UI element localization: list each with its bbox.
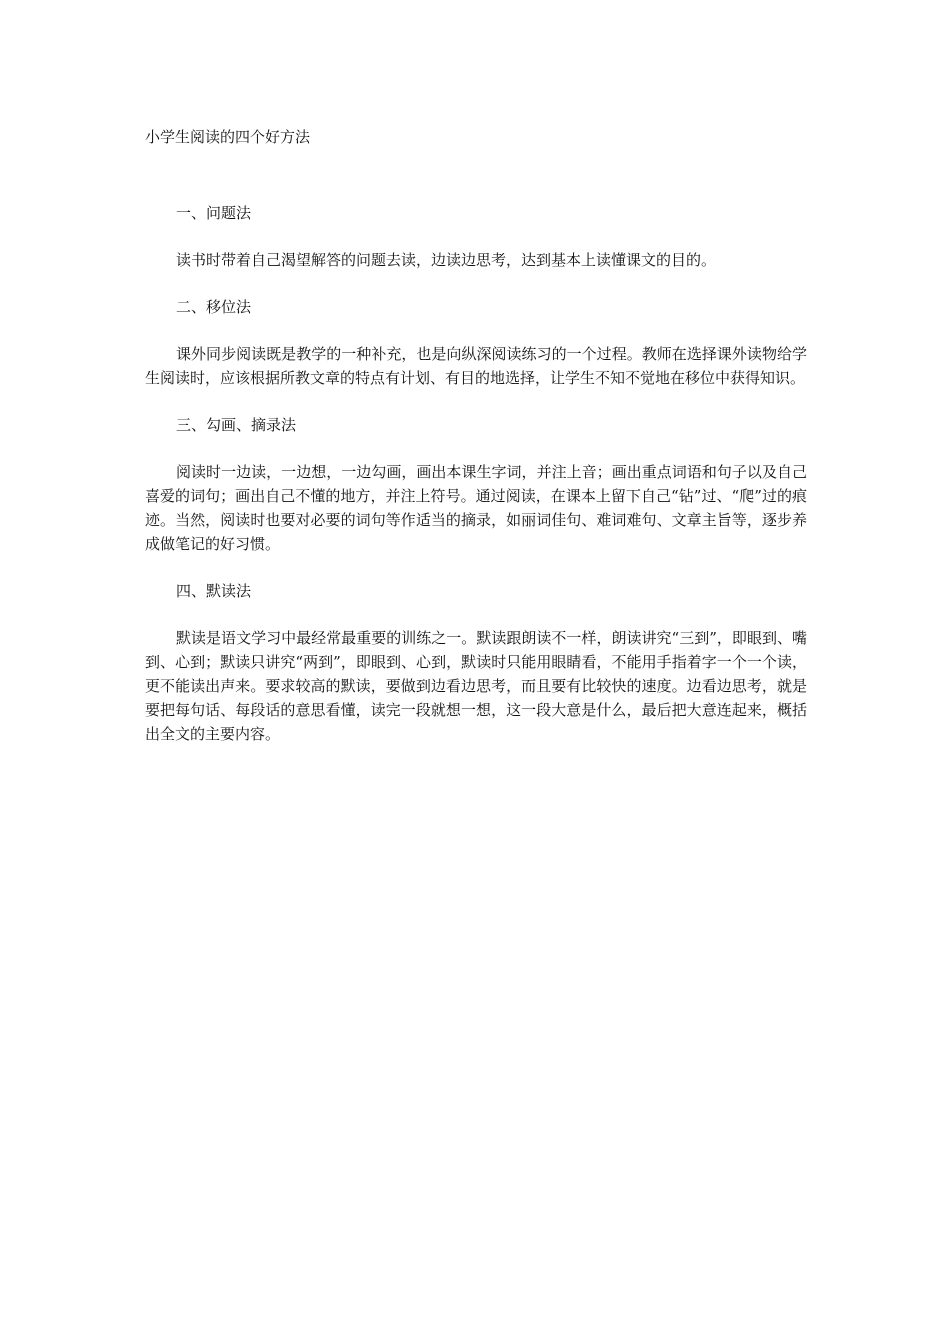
section-paragraph-1: 读书时带着自己渴望解答的问题去读，边读边思考，达到基本上读懂课文的目的。 — [176, 251, 717, 269]
section-paragraph-2: 课外同步阅读既是教学的一种补充，也是向纵深阅读练习的一个过程。教师在选择课外读物给学生阅读时，应该根据所教文章的特点有计划、有目的地选择，让学生不知不觉地在移位中获得知识。 — [145, 345, 807, 387]
section-heading-1: 一、问题法 — [176, 204, 252, 222]
section-heading-2: 二、移位法 — [176, 298, 252, 316]
section-paragraph-3: 阅读时一边读，一边想，一边勾画，画出本课生字词，并注上音；画出重点词语和句子以及自己喜爱的词句；画出自己不懂的地方，并注上符号。通过阅读，在课本上留下自己“钻”过、“爬”过的痕迹。当然，阅读时也要对必要的词句等作适当的摘录，如丽词佳句、难词难句、文章主旨等，逐步养成做笔记的好习惯。 — [145, 463, 807, 553]
section-paragraph-4: 默读是语文学习中最经常最重要的训练之一。默读跟朗读不一样，朗读讲究“三到”，即眼到、嘴到、心到；默读只讲究“两到”，即眼到、心到，默读时只能用眼睛看，不能用手指着字一个一个读，更不能读出声来。要求较高的默读，要做到边看边思考，而且要有比较快的速度。边看边思考，就是要把每句话、每段话的意思看懂，读完一段就想一想，这一段大意是什么，最后把大意连起来，概括出全文的主要内容。 — [145, 629, 807, 743]
section-heading-3: 三、勾画、摘录法 — [176, 416, 297, 434]
section-heading-4: 四、默读法 — [176, 582, 252, 600]
document-body — [145, 201, 807, 769]
document-title: 小学生阅读的四个好方法 — [145, 128, 311, 146]
